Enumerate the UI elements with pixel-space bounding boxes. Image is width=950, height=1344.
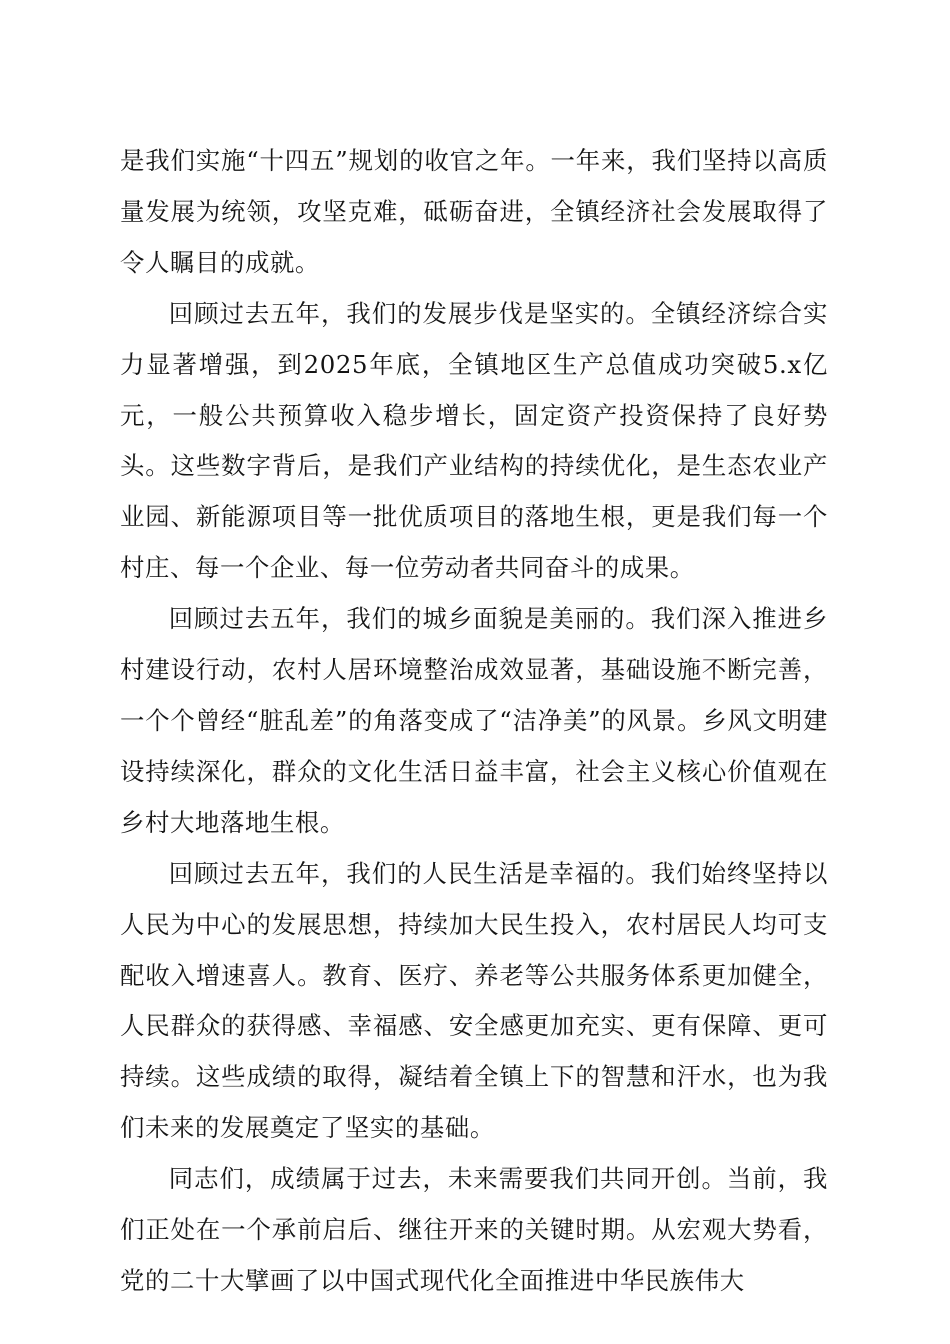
document-body <box>120 136 828 1307</box>
paragraph-future-outlook: 同志们，成绩属于过去，未来需要我们共同开创。当前，我们正处在一个承前启后、继往开来的关键时期。从宏观大势看，党的二十大擘画了以中国式现代化全面推进中华民族伟大 <box>120 1164 828 1295</box>
paragraph-development-pace: 回顾过去五年，我们的发展步伐是坚实的。全镇经济综合实力显著增强，到2025年底，全镇地区生产总值成功突破5.x亿元，一般公共预算收入稳步增长，固定资产投资保持了良好势头。这些数字背后，是我们产业结构的持续优化，是生态农业产业园、新能源项目等一批优质项目的落地生根，更是我们每一个村庄、每一个企业、每一位劳动者共同奋斗的成果。 <box>120 298 828 583</box>
paragraph-rural-appearance: 回顾过去五年，我们的城乡面貌是美丽的。我们深入推进乡村建设行动，农村人居环境整治成效显著，基础设施不断完善，一个个曾经“脏乱差”的角落变成了“洁净美”的风景。乡风文明建设持续深化，群众的文化生活日益丰富，社会主义核心价值观在乡村大地落地生根。 <box>120 604 828 837</box>
paragraph-people-livelihood: 回顾过去五年，我们的人民生活是幸福的。我们始终坚持以人民为中心的发展思想，持续加大民生投入，农村居民人均可支配收入增速喜人。教育、医疗、养老等公共服务体系更加健全，人民群众的获得感、幸福感、安全感更加充实、更有保障、更可持续。这些成绩的取得，凝结着全镇上下的智慧和汗水，也为我们未来的发展奠定了坚实的基础。 <box>120 858 828 1143</box>
paragraph-continuation: 是我们实施“十四五”规划的收官之年。一年来，我们坚持以高质量发展为统领，攻坚克难，砥砺奋进，全镇经济社会发展取得了令人瞩目的成就。 <box>120 146 828 277</box>
